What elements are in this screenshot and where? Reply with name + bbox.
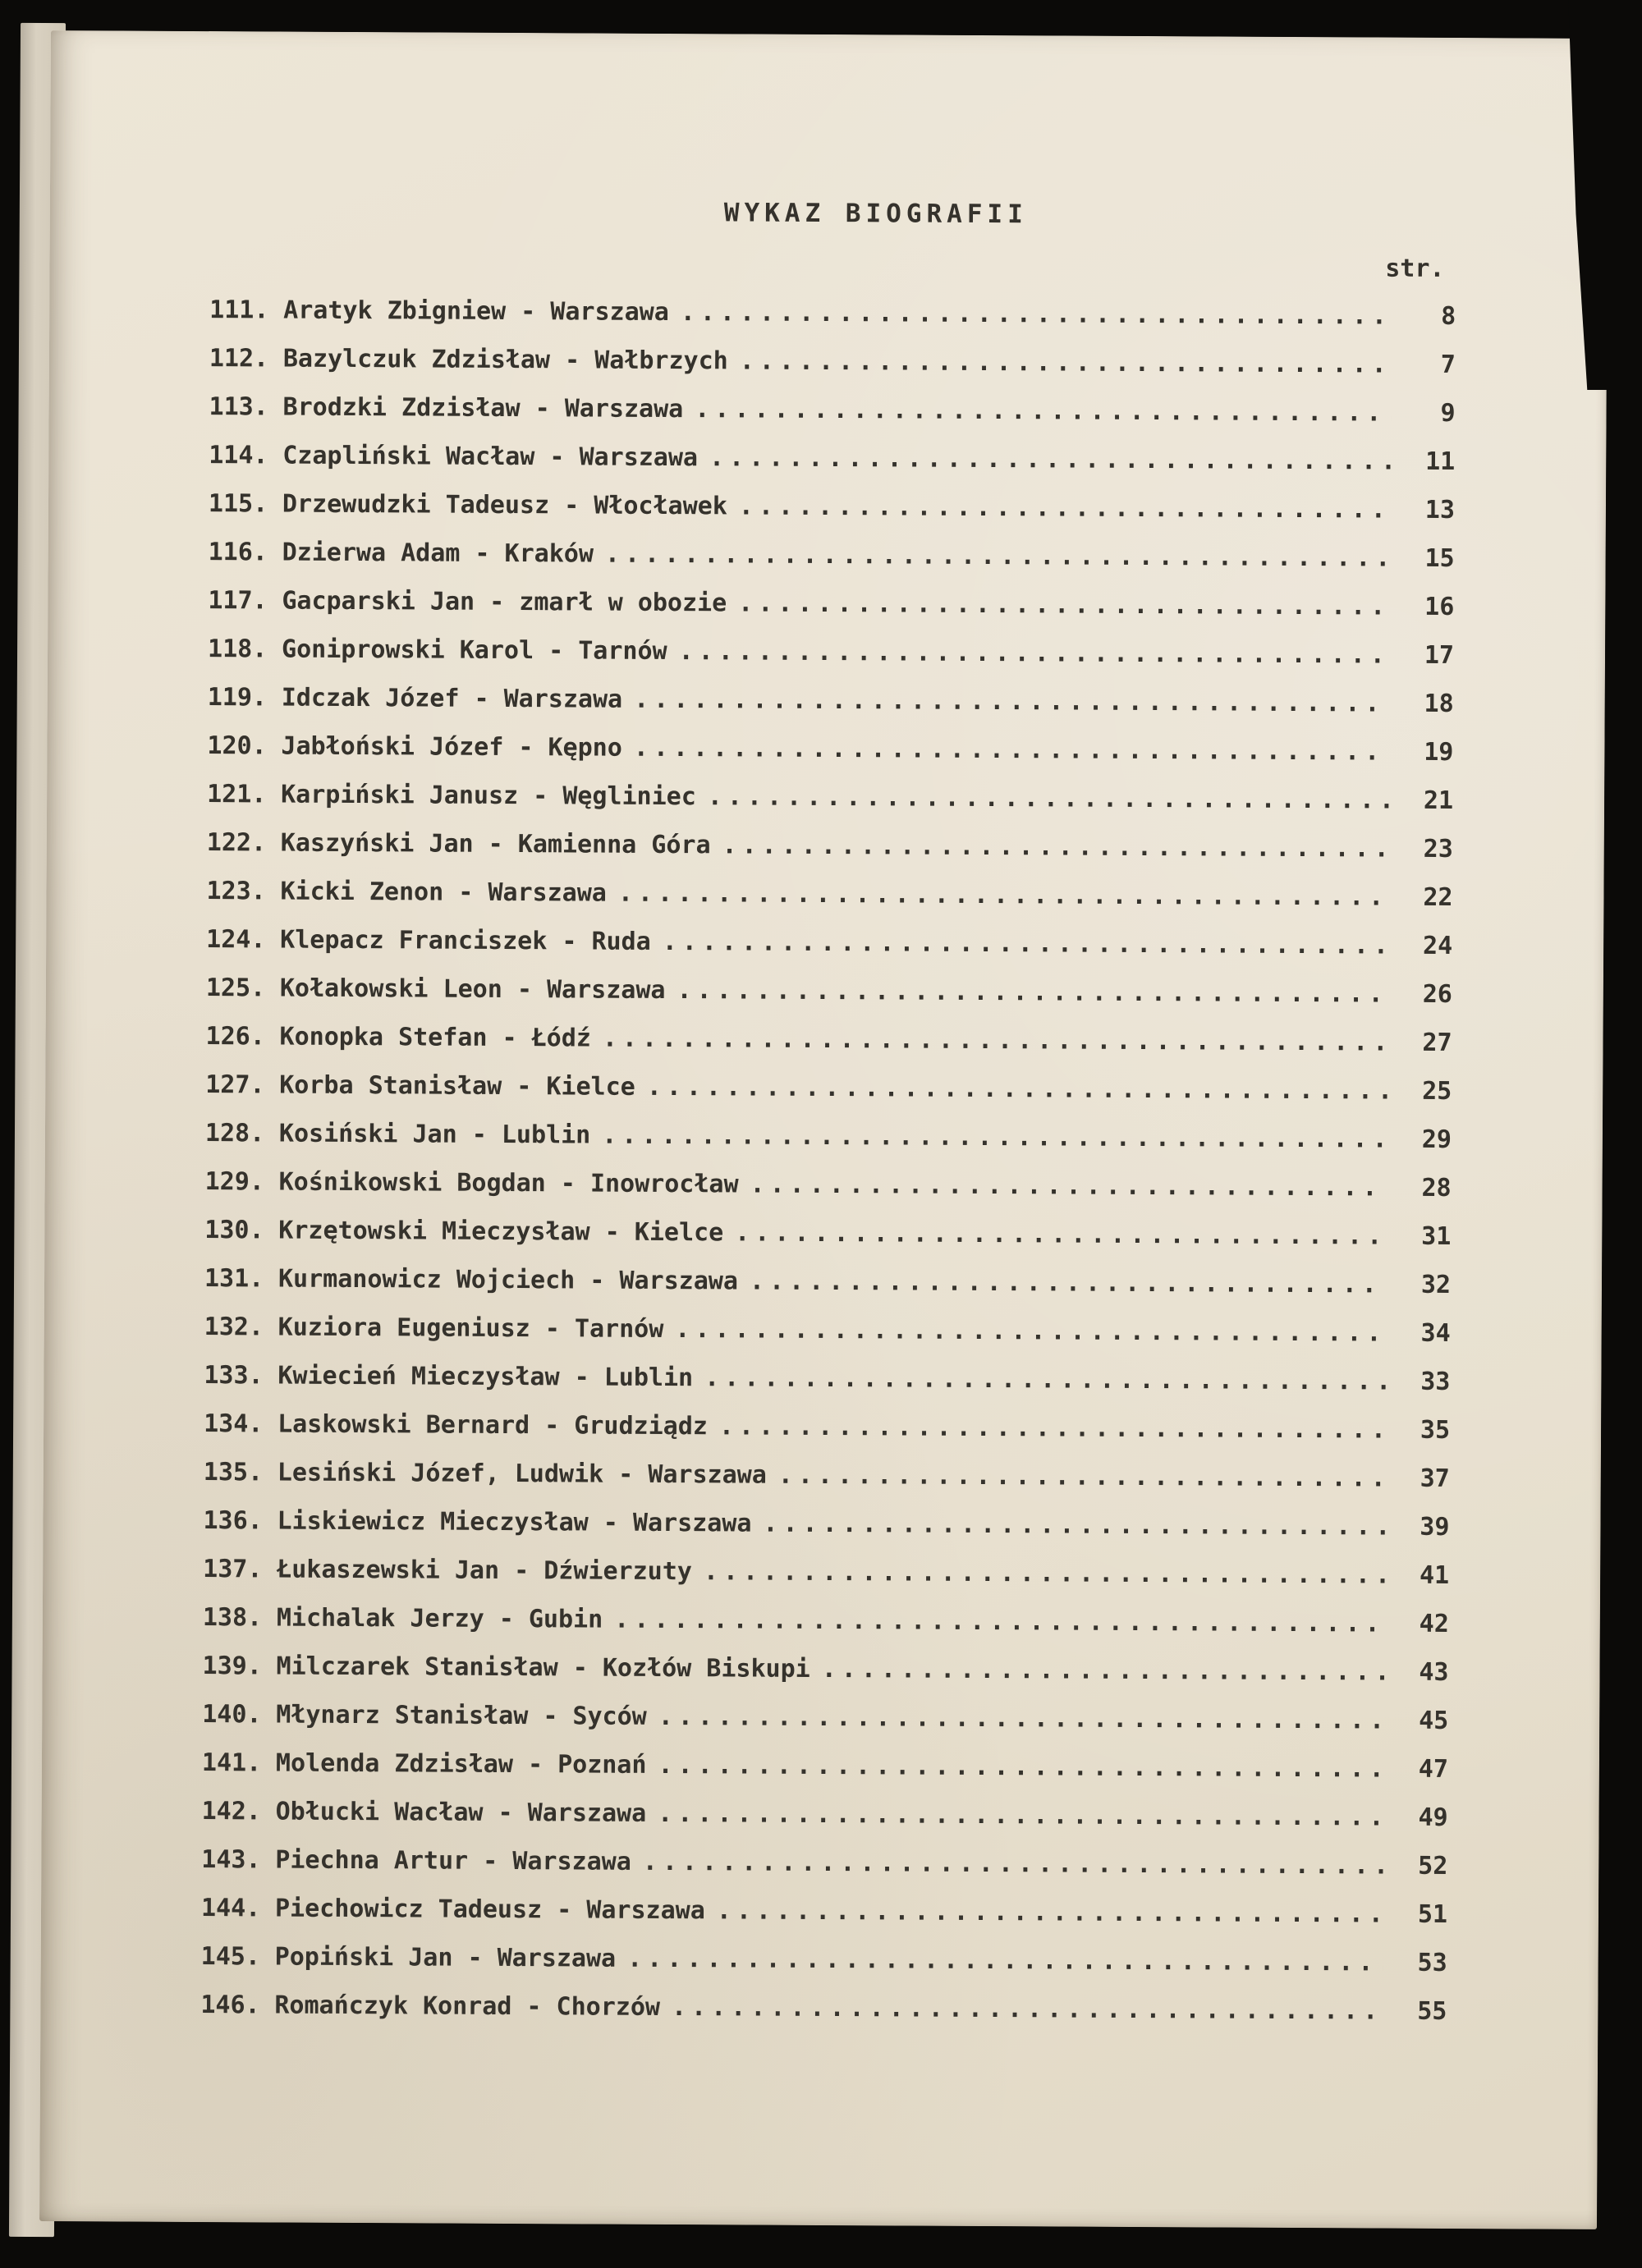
dot-leader [704, 1547, 1386, 1599]
list-item [205, 1061, 1452, 1116]
dot-leader [704, 1354, 1387, 1405]
dot-leader [778, 1451, 1386, 1503]
entry-number: 122. [206, 828, 267, 858]
entry-number: 118. [207, 635, 268, 664]
entry-number: 131. [204, 1264, 264, 1294]
list-item [205, 1109, 1452, 1164]
entry-number: 112. [209, 344, 269, 373]
paper-sheet [39, 30, 1608, 2229]
entry-name: Piechowicz Tadeusz - Warszawa [274, 1894, 705, 1926]
entry-number: 129. [204, 1167, 265, 1197]
entry-number: 132. [204, 1313, 264, 1342]
entry-name: Drzewudzki Tadeusz - Włocławek [282, 489, 727, 521]
entry-name: Czapliński Wacław - Warszawa [282, 441, 699, 473]
entry-name: Kuziora Eugeniusz - Tarnów [277, 1313, 664, 1344]
entry-number: 113. [209, 392, 268, 422]
entry-number: 136. [203, 1506, 263, 1536]
list-item [207, 818, 1453, 873]
dot-leader [708, 772, 1390, 824]
entry-number: 125. [205, 974, 266, 1003]
entry-name: Milczarek Stanisław - Kozłów Biskupi [276, 1652, 810, 1684]
entry-page-number: 33 [1420, 1367, 1451, 1396]
entry-name: Kołakowski Leon - Warszawa [279, 974, 666, 1005]
list-item [201, 1884, 1447, 1939]
page-number-column-header: str. [1385, 254, 1445, 283]
list-item [201, 1787, 1447, 1842]
entry-name: Bazylczuk Zdzisław - Wałbrzych [282, 344, 728, 376]
entry-page-number: 25 [1422, 1076, 1452, 1107]
entry-name: Dzierwa Adam - Kraków [282, 538, 594, 569]
entry-page-number: 21 [1423, 786, 1454, 816]
entry-name: Klepacz Franciszek - Ruda [280, 925, 651, 956]
list-item [203, 1593, 1449, 1648]
entry-page-number: 53 [1417, 1948, 1447, 1977]
entry-page-number: 28 [1421, 1173, 1452, 1203]
entry-name: Liskiewicz Mieczysław - Warszawa [277, 1506, 752, 1538]
dot-leader [717, 1886, 1384, 1938]
dot-leader [735, 1208, 1387, 1260]
entry-number: 145. [200, 1942, 261, 1972]
dot-leader [679, 627, 1391, 680]
entry-page-number: 52 [1418, 1851, 1448, 1881]
entry-number: 127. [205, 1070, 265, 1100]
entry-number: 121. [207, 780, 267, 809]
entry-number: 140. [202, 1700, 262, 1730]
entry-number: 146. [200, 1991, 260, 2020]
entry-name: Obłucki Wacław - Warszawa [275, 1797, 647, 1828]
list-item [205, 1012, 1452, 1067]
list-item [204, 1206, 1451, 1261]
dot-leader [663, 918, 1389, 970]
dot-leader [677, 966, 1388, 1019]
entry-number: 115. [208, 489, 268, 519]
entry-name: Konopka Stefan - Łódź [279, 1022, 591, 1053]
dot-leader [634, 724, 1390, 777]
entry-page-number: 39 [1420, 1512, 1450, 1542]
list-item [209, 383, 1455, 438]
dot-leader [627, 1935, 1383, 1987]
list-item [208, 673, 1454, 728]
entry-page-number: 9 [1440, 398, 1456, 428]
biography-list [200, 286, 1456, 2036]
entry-page-number: 17 [1424, 640, 1455, 671]
entry-name: Popiński Jan - Warszawa [274, 1942, 617, 1973]
dot-leader [605, 530, 1391, 583]
list-item [201, 1835, 1447, 1890]
list-item [209, 334, 1456, 389]
entry-number: 128. [204, 1119, 265, 1148]
entry-page-number: 22 [1423, 882, 1453, 913]
dot-leader [658, 1789, 1384, 1842]
dot-leader [738, 579, 1390, 630]
entry-name: Krzętowski Mieczysław - Kielce [278, 1216, 724, 1248]
entry-number: 138. [202, 1603, 263, 1633]
dot-leader [740, 337, 1392, 388]
entry-name: Kurmanowicz Wojciech - Warszawa [277, 1264, 739, 1296]
entry-page-number: 26 [1422, 979, 1452, 1010]
entry-page-number: 49 [1418, 1803, 1448, 1832]
entry-page-number: 35 [1420, 1415, 1451, 1445]
dot-leader [643, 1838, 1384, 1890]
dot-leader [709, 433, 1392, 485]
entry-page-number: 43 [1419, 1657, 1449, 1687]
list-item [204, 1254, 1451, 1309]
entry-page-number: 19 [1424, 737, 1454, 767]
entry-number: 117. [208, 586, 268, 616]
list-item [205, 1157, 1452, 1212]
entry-number: 144. [200, 1894, 261, 1923]
entry-page-number: 18 [1424, 689, 1454, 719]
list-item [204, 1303, 1451, 1358]
entry-name: Molenda Zdzisław - Poznań [275, 1748, 647, 1780]
list-item [204, 1351, 1450, 1406]
entry-number: 133. [204, 1361, 264, 1391]
entry-number: 114. [209, 441, 268, 470]
entry-number: 120. [207, 731, 267, 761]
entry-name: Korba Stanisław - Kielce [279, 1070, 635, 1102]
list-item [200, 1981, 1447, 2036]
entry-number: 111. [209, 296, 269, 325]
list-item [202, 1690, 1448, 1745]
entry-name: Brodzki Zdzisław - Warszawa [282, 392, 684, 424]
list-item [207, 770, 1453, 825]
entry-number: 130. [204, 1216, 264, 1245]
entry-page-number: 23 [1423, 834, 1453, 864]
list-item [208, 576, 1454, 631]
list-item [206, 915, 1452, 970]
list-item [203, 1545, 1449, 1600]
entry-name: Kośnikowski Bogdan - Inowrocław [278, 1167, 739, 1199]
dot-leader [695, 385, 1392, 437]
entry-page-number: 8 [1441, 301, 1456, 332]
entry-page-number: 47 [1418, 1754, 1449, 1784]
entry-page-number: 16 [1424, 592, 1455, 622]
dot-leader [672, 1983, 1383, 2036]
dot-leader [675, 1305, 1387, 1358]
entry-name: Gacparski Jan - zmarł w obozie [282, 586, 727, 618]
list-item [209, 479, 1455, 534]
dot-leader [719, 1402, 1387, 1454]
dot-leader [750, 1161, 1387, 1212]
page-title: WYKAZ BIOGRAFII [723, 198, 1028, 230]
dot-leader [681, 288, 1392, 341]
entry-page-number: 24 [1422, 931, 1453, 961]
entry-name: Aratyk Zbigniew - Warszawa [283, 296, 669, 327]
entry-name: Łukaszewski Jan - Dźwierzuty [277, 1555, 693, 1587]
entry-page-number: 15 [1424, 543, 1455, 574]
dot-leader [739, 482, 1391, 534]
list-item [207, 722, 1453, 777]
entry-name: Romańczyk Konrad - Chorzów [274, 1991, 661, 2022]
list-item [203, 1496, 1449, 1551]
list-item [202, 1642, 1448, 1697]
entry-number: 119. [207, 683, 268, 712]
entry-page-number: 34 [1420, 1318, 1451, 1348]
dot-leader [658, 1741, 1384, 1794]
page-content [200, 195, 1456, 2036]
entry-number: 139. [202, 1652, 262, 1681]
entry-page-number: 29 [1421, 1125, 1452, 1155]
dot-leader [722, 821, 1389, 873]
entry-number: 142. [201, 1797, 261, 1826]
list-item [201, 1932, 1447, 1987]
list-item [204, 1448, 1450, 1503]
list-item [209, 286, 1456, 341]
entry-name: Kosiński Jan - Lublin [278, 1119, 591, 1150]
entry-name: Jabłoński Józef - Kępno [281, 731, 622, 763]
list-item [209, 431, 1455, 486]
dot-leader [634, 676, 1390, 728]
entry-page-number: 7 [1440, 350, 1456, 380]
entry-number: 126. [205, 1022, 265, 1052]
entry-page-number: 13 [1424, 495, 1456, 525]
entry-name: Kicki Zenon - Warszawa [280, 877, 607, 908]
entry-name: Laskowski Bernard - Grudziądz [277, 1409, 708, 1441]
entry-name: Karpiński Janusz - Węgliniec [281, 780, 696, 812]
entry-page-number: 27 [1422, 1028, 1452, 1058]
entry-name: Młynarz Stanisław - Syców [276, 1700, 647, 1731]
entry-name: Idczak Józef - Warszawa [281, 683, 623, 714]
entry-page-number: 45 [1419, 1706, 1449, 1735]
dot-leader [763, 1500, 1385, 1551]
entry-name: Piechna Artur - Warszawa [275, 1845, 631, 1876]
entry-name: Kwiecień Mieczysław - Lublin [277, 1361, 694, 1393]
list-item [202, 1739, 1448, 1794]
entry-number: 124. [206, 925, 266, 955]
entry-page-number: 55 [1417, 1996, 1447, 2026]
list-item [208, 625, 1454, 680]
list-item [206, 964, 1452, 1019]
entry-page-number: 41 [1419, 1560, 1450, 1590]
entry-page-number: 32 [1420, 1270, 1452, 1300]
entry-number: 137. [203, 1555, 263, 1584]
entry-number: 134. [204, 1409, 264, 1439]
dot-leader [658, 1693, 1385, 1745]
dot-leader [614, 1596, 1385, 1648]
dot-leader [750, 1258, 1387, 1309]
entry-name: Michalak Jerzy - Gubin [276, 1603, 603, 1634]
entry-number: 143. [201, 1845, 261, 1875]
entry-number: 135. [203, 1458, 264, 1487]
entry-number: 123. [206, 877, 266, 906]
entry-number: 116. [208, 538, 268, 567]
dot-leader [647, 1063, 1388, 1116]
entry-page-number: 42 [1419, 1609, 1449, 1638]
entry-page-number: 31 [1421, 1221, 1452, 1252]
dot-leader [822, 1645, 1385, 1697]
list-item [206, 867, 1452, 922]
entry-number: 141. [201, 1748, 262, 1778]
entry-page-number: 51 [1417, 1899, 1448, 1929]
entry-name: Goniprowski Karol - Tarnów [281, 635, 667, 666]
list-item [209, 528, 1455, 583]
dot-leader [603, 1015, 1388, 1067]
list-item [204, 1400, 1450, 1455]
entry-page-number: 37 [1420, 1464, 1450, 1493]
entry-name: Lesiński Józef, Ludwik - Warszawa [277, 1458, 767, 1490]
dot-leader [618, 869, 1389, 922]
entry-page-number: 11 [1425, 447, 1456, 477]
dot-leader [602, 1111, 1387, 1164]
entry-name: Kaszyński Jan - Kamienna Góra [280, 828, 711, 860]
